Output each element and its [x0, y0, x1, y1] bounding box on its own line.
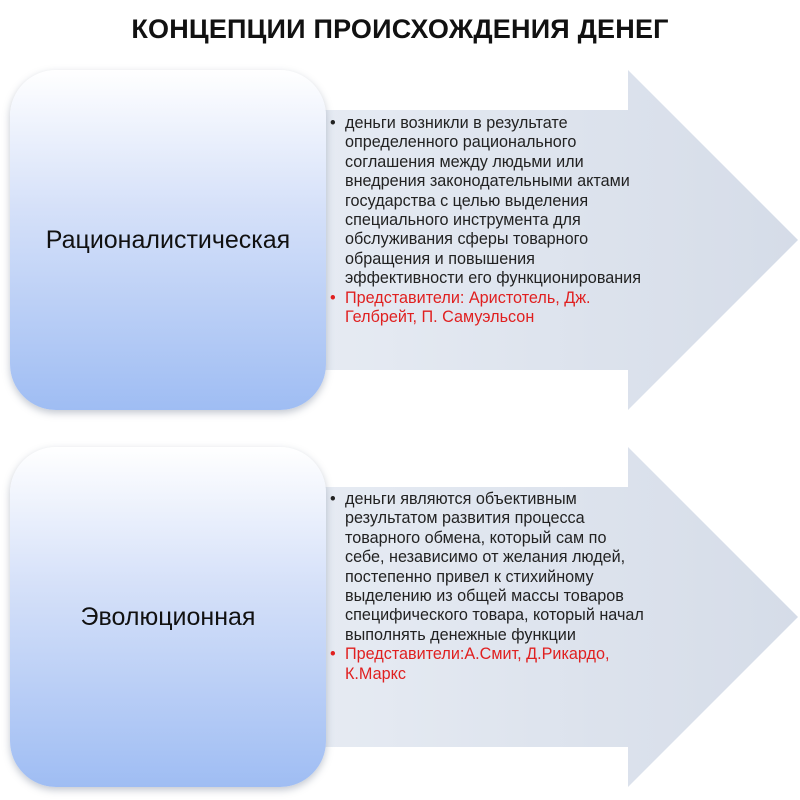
page-title: КОНЦЕПЦИИ ПРОИСХОЖДЕНИЯ ДЕНЕГ	[131, 14, 669, 44]
representatives-text: Представители: Аристотель, Дж. Гелбрейт, П. Самуэльсон	[345, 288, 591, 327]
bullet: •	[330, 114, 336, 132]
bullet: •	[330, 645, 336, 664]
concept-name: Эволюционная	[80, 603, 256, 631]
bullet: •	[330, 490, 336, 508]
representatives-text: Представители:А.Смит, Д.Рикардо, К.Маркс	[345, 645, 610, 683]
description-text: деньги возникли в результате определенного рационального соглашения между людьми или внедрения законодательными актами государства с целью выделения специального инструмента для обслуживания сферы товарного обращения и повышения эффективности его функционирования	[345, 114, 641, 288]
concept-details-rationalistic	[330, 114, 650, 327]
description-text: деньги являются объективным результатом развития процесса товарного обмена, который сам по себе, независимо от желания людей, постепенно привел к стихийному выделению из общей массы товаров специфического товара, который начал выполнять денежные функции	[345, 490, 644, 644]
concept-details-evolutionary	[330, 490, 650, 684]
concept-name: Рационалистическая	[45, 226, 291, 254]
concept-box-rationalistic	[10, 70, 326, 410]
description-item	[330, 490, 650, 645]
concept-box-evolutionary	[10, 447, 326, 787]
bullet: •	[330, 288, 336, 307]
representatives-item	[330, 289, 650, 328]
representatives-item	[330, 645, 650, 684]
description-item	[330, 114, 650, 289]
